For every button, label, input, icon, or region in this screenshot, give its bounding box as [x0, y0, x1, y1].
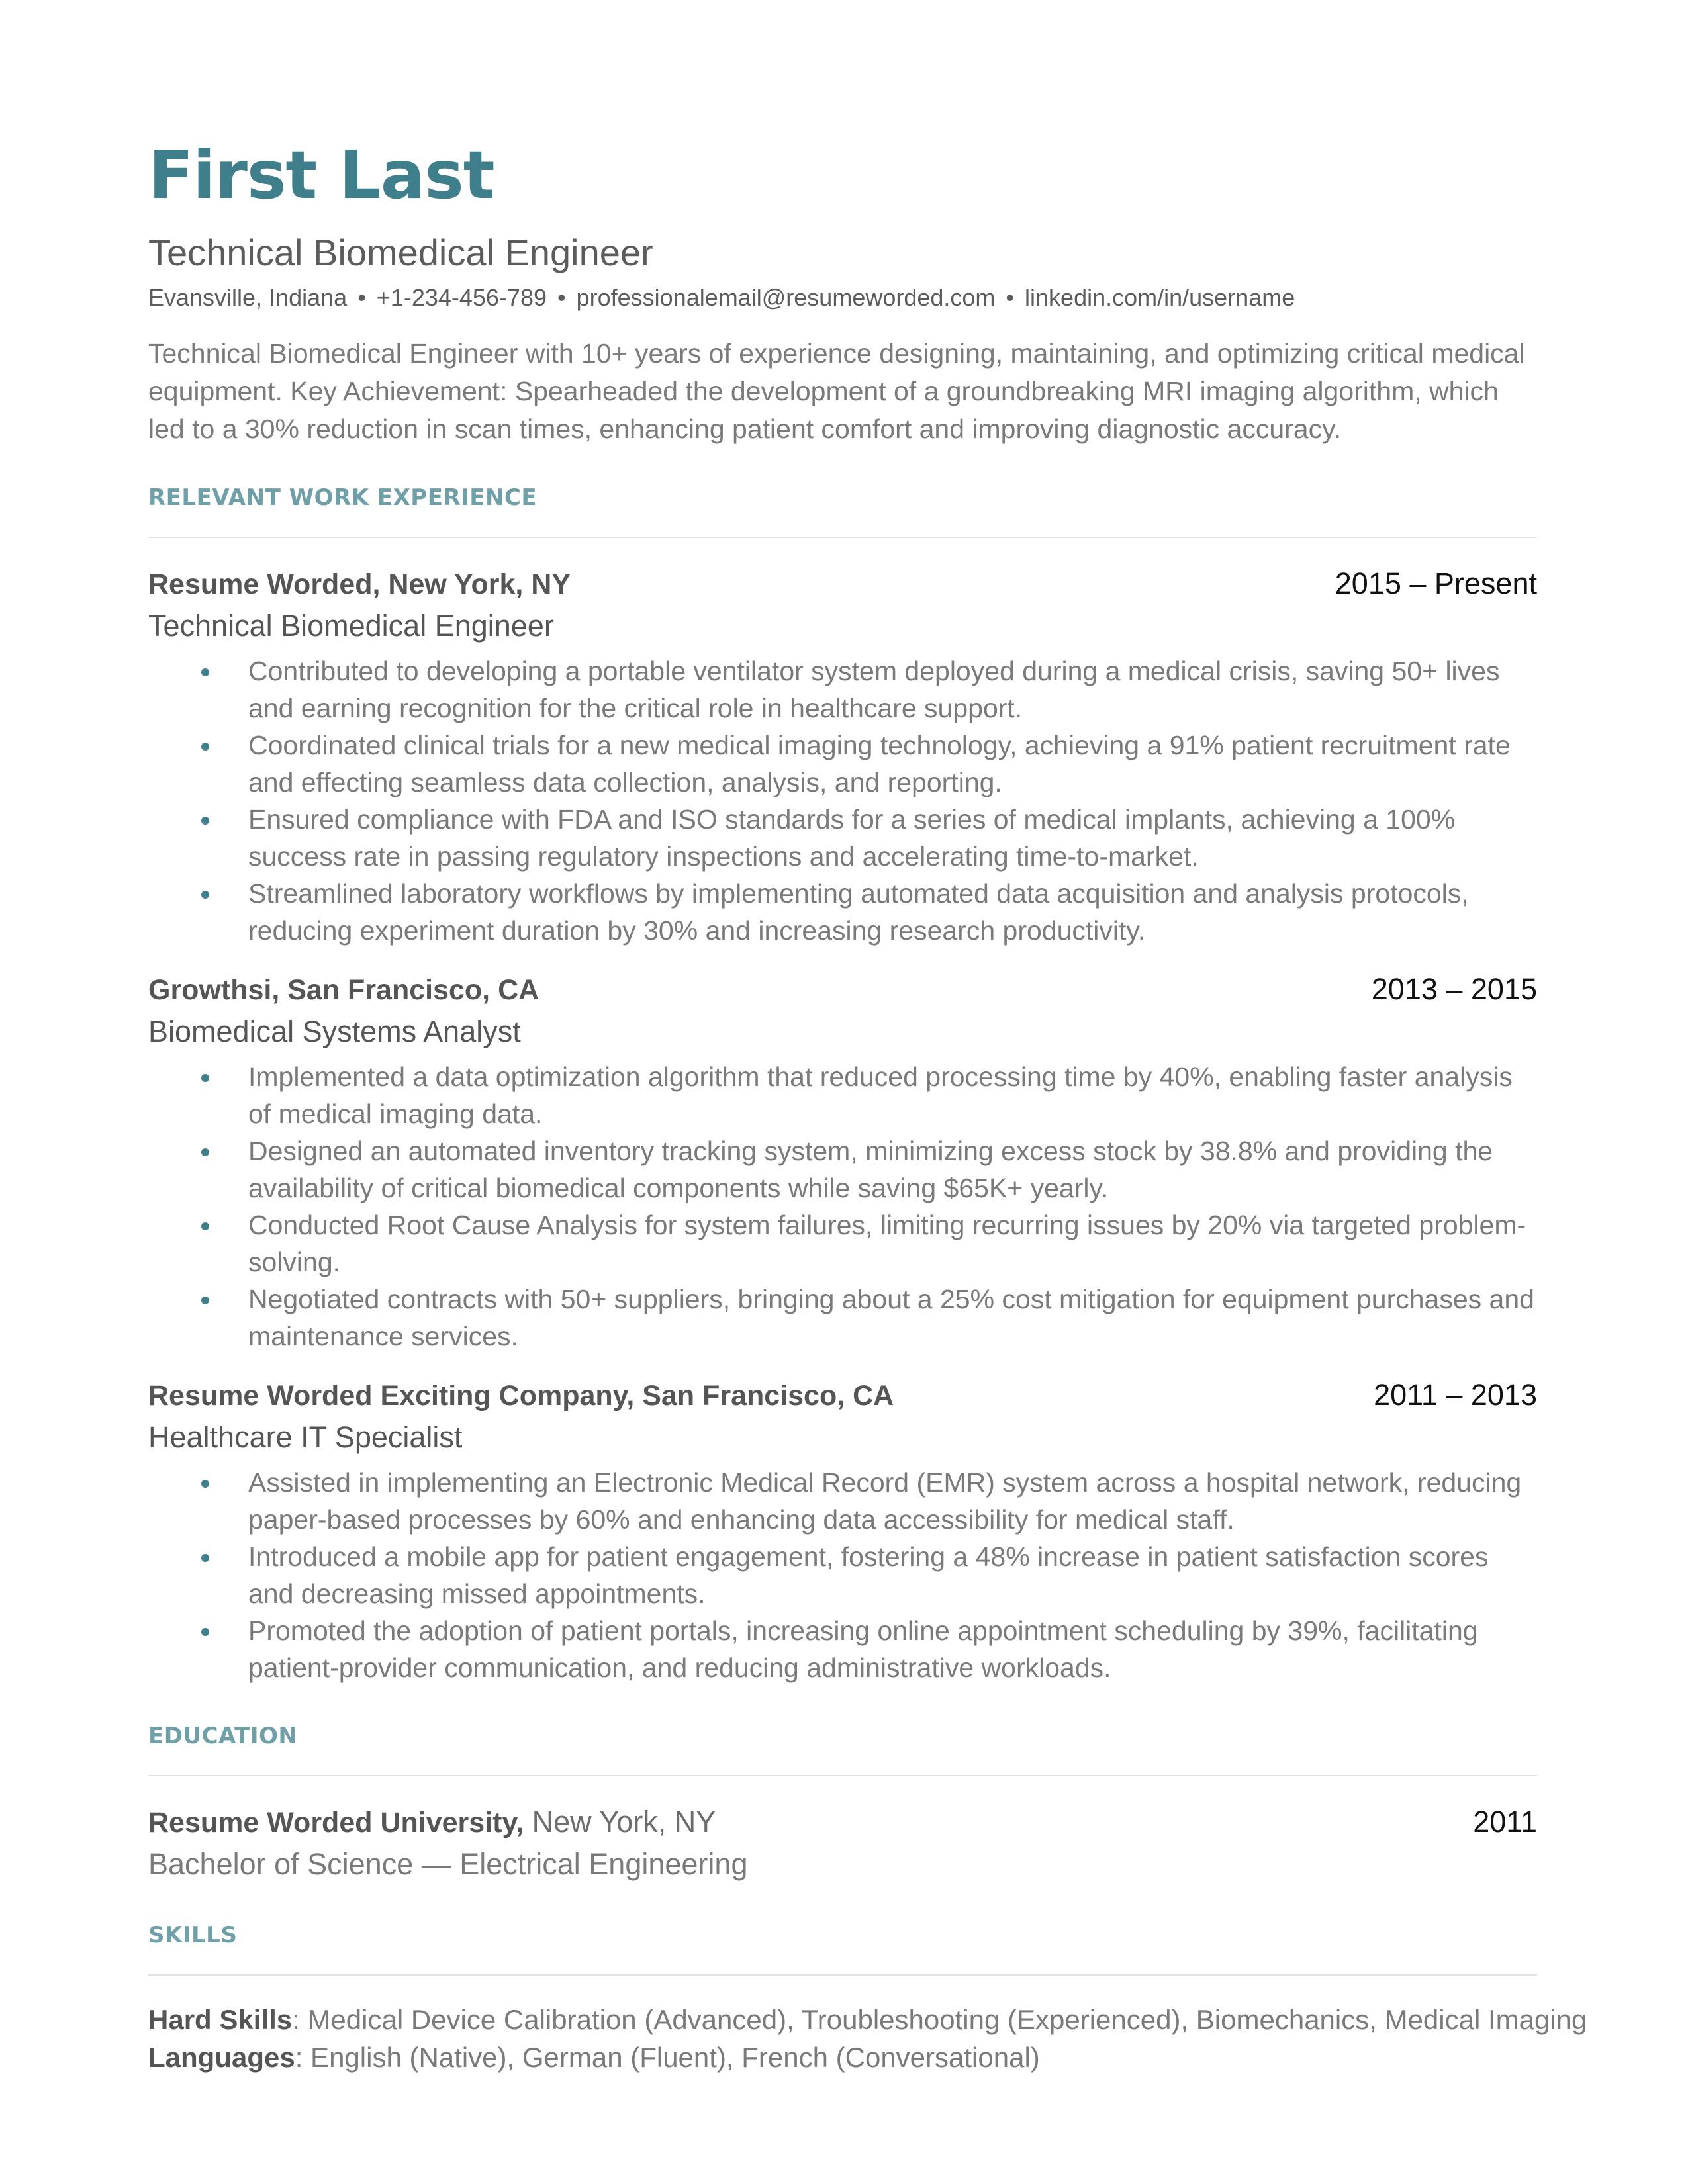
contact-phone: +1-234-456-789	[376, 284, 547, 311]
skills-languages-value: : English (Native), German (Fluent), French (Conversational)	[295, 2042, 1040, 2073]
bullet-dot-icon	[201, 1480, 209, 1488]
job-bullet-text: Contributed to developing a portable ventilator system deployed during a medical crisis, saving 50+ lives and earning recognition for the critical role in healthcare support.	[248, 656, 1500, 723]
education-school-line	[148, 1801, 716, 1843]
section-title-experience: RELEVANT WORK EXPERIENCE	[148, 484, 538, 511]
job-bullet-text: Streamlined laboratory workflows by implementing automated data acquisition and analysis protocols, reducing experiment duration by 30% and increasing research productivity.	[248, 878, 1469, 946]
section-title-skills: SKILLS	[148, 1922, 238, 1948]
contact-separator: •	[1006, 284, 1015, 311]
section-divider	[148, 537, 1537, 538]
job-bullet	[148, 653, 1537, 727]
job-company: Resume Worded, New York, NY	[148, 569, 571, 600]
skills-hard-label: Hard Skills	[148, 2004, 293, 2035]
education-entry	[148, 1801, 1537, 1843]
job-bullet	[148, 1206, 1537, 1281]
skills-languages-label: Languages	[148, 2042, 295, 2073]
section-divider	[148, 1974, 1537, 1976]
job-bullet-text: Negotiated contracts with 50+ suppliers, bringing about a 25% cost mitigation for equipment purchases and maintenance services.	[248, 1284, 1534, 1351]
job-bullet	[148, 875, 1537, 949]
bullet-dot-icon	[201, 668, 209, 676]
education-location: New York, NY	[532, 1805, 716, 1839]
job-entry	[148, 1375, 1537, 1686]
bullet-dot-icon	[201, 1148, 209, 1156]
job-bullet-text: Promoted the adoption of patient portals, increasing online appointment scheduling by 39%, facilitating patient-provider communication, and reducing administrative workloads.	[248, 1615, 1478, 1683]
job-bullet-text: Assisted in implementing an Electronic Medical Record (EMR) system across a hospital network, reducing paper-based processes by 60% and enhancing data accessibility for medical staff.	[248, 1467, 1522, 1535]
job-dates: 2011 – 2013	[1374, 1378, 1537, 1412]
section-divider	[148, 1775, 1537, 1776]
job-bullet-text: Designed an automated inventory tracking system, minimizing excess stock by 38.8% and providing the availability of critical biomedical components while saving $65K+ yearly.	[248, 1136, 1493, 1203]
education-degree: Bachelor of Science — Electrical Engineering	[148, 1847, 748, 1881]
job-entry	[148, 563, 1537, 949]
job-bullet-text: Conducted Root Cause Analysis for system failures, limiting recurring issues by 20% via targeted problem-solving.	[248, 1210, 1526, 1277]
bullet-dot-icon	[201, 1628, 209, 1636]
job-bullet	[148, 1058, 1537, 1132]
professional-summary: Technical Biomedical Engineer with 10+ years of experience designing, maintaining, and optimizing critical medical equipment. Key Achievement: Spearheaded the development of a groundbreaking MRI imaging algorithm, which led to a 30% reduction in scan times, enhancing patient comfort and improving diagnostic accuracy.	[148, 338, 1525, 444]
skills-hard	[148, 2001, 1587, 2038]
education-year: 2011	[1473, 1805, 1537, 1839]
job-bullet	[148, 1132, 1537, 1206]
resume-page	[148, 126, 1587, 2076]
job-bullet	[148, 1281, 1537, 1355]
skills-hard-value: : Medical Device Calibration (Advanced), Troubleshooting (Experienced), Biomechanics, Medical Imaging	[292, 2004, 1587, 2035]
contact-separator: •	[357, 284, 366, 311]
contact-separator: •	[557, 284, 566, 311]
job-bullets	[148, 653, 1537, 949]
bullet-dot-icon	[201, 743, 209, 751]
job-role: Technical Biomedical Engineer	[148, 609, 554, 643]
job-dates: 2013 – 2015	[1371, 972, 1537, 1006]
contact-line	[148, 281, 1537, 315]
education-school: Resume Worded University,	[148, 1807, 524, 1839]
job-bullet-text: Introduced a mobile app for patient engagement, fostering a 48% increase in patient satisfaction scores and decreasing missed appointments.	[248, 1541, 1489, 1609]
job-company: Resume Worded Exciting Company, San Francisco, CA	[148, 1380, 894, 1412]
job-bullets	[148, 1058, 1537, 1355]
job-entry	[148, 969, 1537, 1355]
candidate-name: First Last	[148, 136, 494, 214]
contact-location: Evansville, Indiana	[148, 284, 348, 311]
section-title-education: EDUCATION	[148, 1723, 298, 1749]
job-bullet-text: Implemented a data optimization algorithm that reduced processing time by 40%, enabling faster analysis of medical imaging data.	[248, 1062, 1513, 1129]
job-role: Biomedical Systems Analyst	[148, 1015, 521, 1048]
candidate-headline: Technical Biomedical Engineer	[148, 232, 653, 273]
job-bullet	[148, 1538, 1537, 1612]
bullet-dot-icon	[201, 817, 209, 825]
job-bullet	[148, 801, 1537, 875]
contact-email: professionalemail@resumeworded.com	[576, 284, 996, 311]
contact-linkedin: linkedin.com/in/username	[1025, 284, 1295, 311]
job-company: Growthsi, San Francisco, CA	[148, 974, 539, 1006]
job-bullet	[148, 727, 1537, 801]
bullet-dot-icon	[201, 1222, 209, 1230]
bullet-dot-icon	[201, 1074, 209, 1082]
job-bullet	[148, 1612, 1537, 1686]
job-bullet	[148, 1464, 1537, 1538]
job-bullet-text: Ensured compliance with FDA and ISO standards for a series of medical implants, achieving a 100% success rate in passing regulatory inspections and accelerating time-to-market.	[248, 804, 1456, 872]
bullet-dot-icon	[201, 891, 209, 899]
bullet-dot-icon	[201, 1554, 209, 1562]
job-role: Healthcare IT Specialist	[148, 1420, 463, 1454]
bullet-dot-icon	[201, 1297, 209, 1304]
job-dates: 2015 – Present	[1335, 567, 1537, 600]
skills-languages	[148, 2038, 1537, 2076]
job-bullets	[148, 1464, 1537, 1686]
job-bullet-text: Coordinated clinical trials for a new medical imaging technology, achieving a 91% patient recruitment rate and effecting seamless data collection, analysis, and reporting.	[248, 730, 1511, 797]
